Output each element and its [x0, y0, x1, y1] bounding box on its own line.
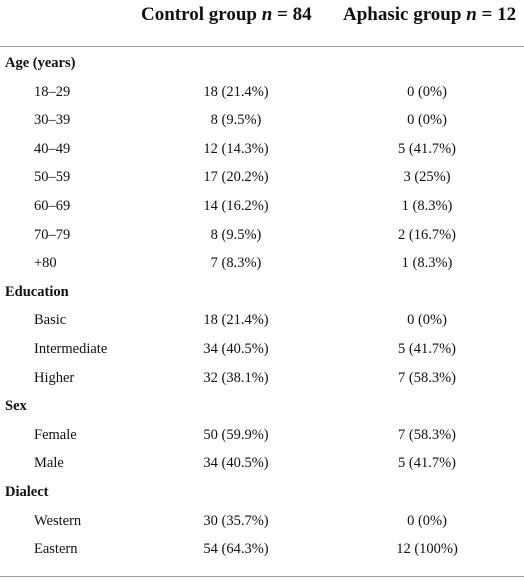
aphasic-value: 0 (0%): [407, 83, 447, 100]
table-header: [0, 0, 524, 46]
row-label: Basic: [34, 312, 67, 329]
section-title: Dialect: [5, 483, 49, 500]
control-value: 34 (40.5%): [203, 455, 269, 472]
control-value: 34 (40.5%): [203, 340, 269, 357]
control-value: 50 (59.9%): [203, 426, 269, 443]
control-value: 54 (64.3%): [203, 541, 269, 558]
section-title: Sex: [5, 398, 27, 415]
aphasic-group-header: [343, 4, 516, 26]
aphasic-header-n: n: [466, 4, 477, 25]
table-row: [0, 221, 524, 250]
control-group-header: [141, 4, 312, 26]
aphasic-value: 5 (41.7%): [398, 340, 456, 357]
bottom-divider: [0, 576, 524, 577]
control-header-text: Control group: [141, 4, 262, 25]
table-row: [0, 249, 524, 278]
section-header-row: [0, 278, 524, 307]
section-header-row: [0, 49, 524, 78]
row-label: 40–49: [34, 140, 71, 157]
table-row: [0, 106, 524, 135]
control-value: 18 (21.4%): [203, 83, 269, 100]
control-header-n: n: [261, 4, 273, 25]
row-label: 30–39: [34, 112, 71, 129]
table-row: [0, 507, 524, 536]
aphasic-value: 7 (58.3%): [398, 369, 456, 386]
control-value: 8 (9.5%): [210, 226, 262, 243]
aphasic-value: 12 (100%): [396, 541, 458, 558]
aphasic-value: 1 (8.3%): [401, 255, 453, 272]
section-header-row: [0, 392, 524, 421]
aphasic-value: 7 (58.3%): [398, 426, 456, 443]
table-row: [0, 163, 524, 192]
table-row: [0, 449, 524, 478]
section-header-row: [0, 478, 524, 507]
aphasic-value: 2 (16.7%): [398, 226, 456, 243]
row-label: 60–69: [34, 197, 71, 214]
table-row: [0, 335, 524, 364]
control-header-count: = 84: [272, 4, 312, 25]
control-value: 14 (16.2%): [203, 197, 269, 214]
section-title: Education: [5, 283, 69, 300]
row-label: Eastern: [34, 541, 78, 558]
aphasic-value: 3 (25%): [403, 169, 451, 186]
control-value: 17 (20.2%): [203, 169, 269, 186]
row-label: Intermediate: [34, 340, 108, 357]
row-label: Western: [34, 512, 82, 529]
aphasic-header-count: = 12: [476, 4, 517, 25]
row-label: Higher: [34, 369, 75, 386]
table-row: [0, 135, 524, 164]
row-label: 18–29: [34, 83, 71, 100]
row-label: Male: [34, 455, 64, 472]
row-label: 70–79: [34, 226, 71, 243]
aphasic-value: 5 (41.7%): [398, 140, 456, 157]
control-value: 18 (21.4%): [203, 312, 269, 329]
table-row: [0, 364, 524, 393]
table-body: [0, 49, 524, 564]
aphasic-header-text: Aphasic group: [343, 4, 467, 25]
row-label: Female: [34, 426, 77, 443]
header-divider: [0, 46, 524, 47]
row-label: +80: [34, 255, 57, 272]
table-row: [0, 78, 524, 107]
aphasic-value: 5 (41.7%): [398, 455, 456, 472]
aphasic-value: 0 (0%): [407, 312, 447, 329]
control-value: 8 (9.5%): [210, 112, 262, 129]
control-value: 12 (14.3%): [203, 140, 269, 157]
aphasic-value: 0 (0%): [407, 512, 447, 529]
aphasic-value: 0 (0%): [407, 112, 447, 129]
section-title: Age (years): [5, 55, 76, 71]
control-value: 7 (8.3%): [210, 255, 262, 272]
aphasic-value: 1 (8.3%): [401, 197, 453, 214]
table-row: [0, 535, 524, 564]
table-row: [0, 306, 524, 335]
control-value: 30 (35.7%): [203, 512, 269, 529]
row-label: 50–59: [34, 169, 71, 186]
table-row: [0, 421, 524, 450]
control-value: 32 (38.1%): [203, 369, 269, 386]
table-row: [0, 192, 524, 221]
